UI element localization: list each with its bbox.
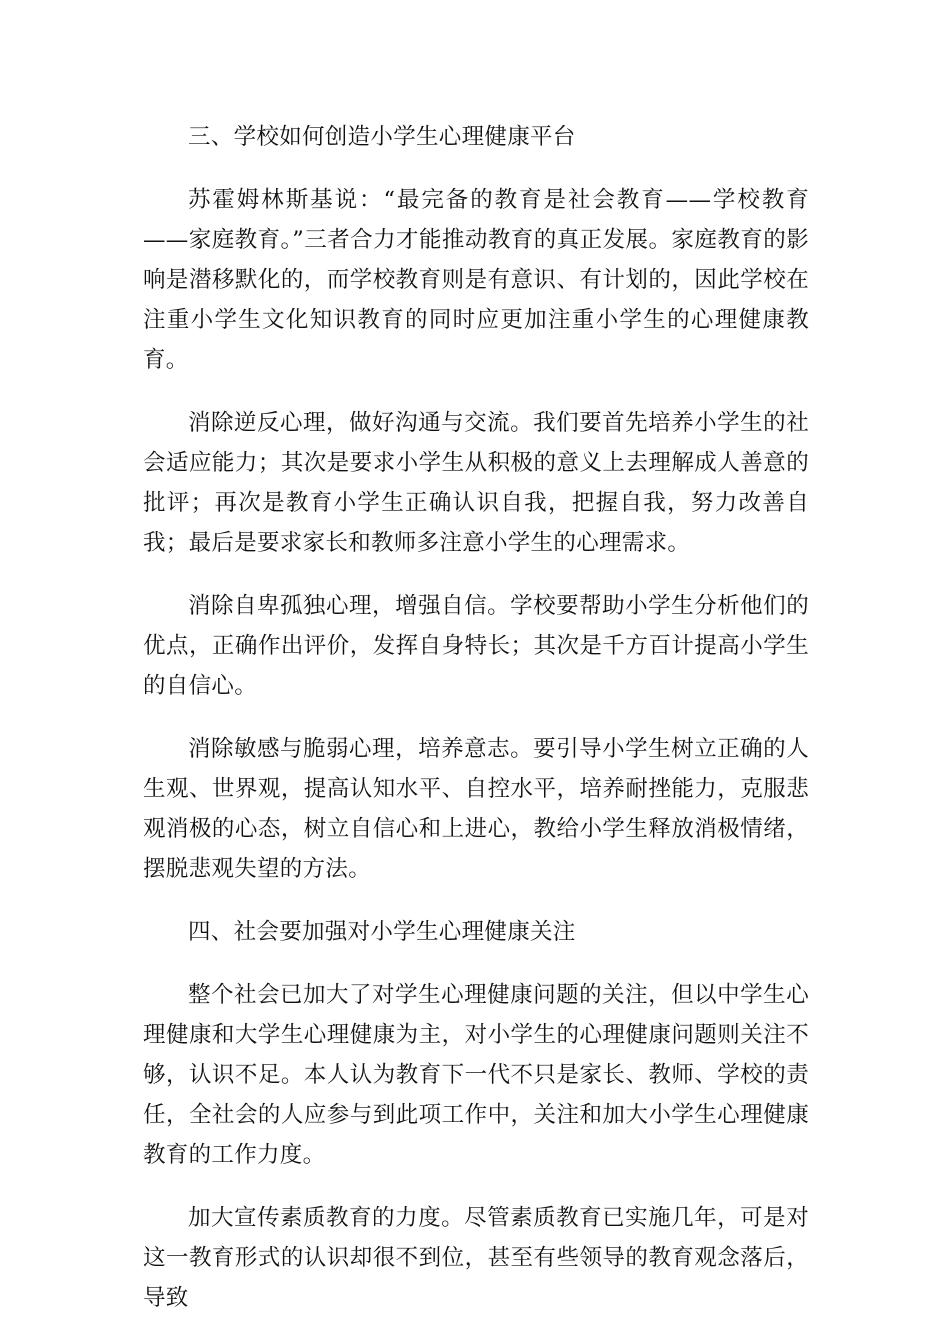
paragraph-eliminate-inferiority: 消除自卑孤独心理，增强自信。学校要帮助小学生分析他们的优点，正确作出评价，发挥自身特长；其次是千方百计提高小学生的自信心。 (143, 593, 809, 699)
paragraph-quality-education: 加大宣传素质教育的力度。尽管素质教育已实施几年，可是对这一教育形式的认识却很不到位，甚至有些领导的教育观念落后，导致 (143, 1205, 809, 1311)
document-body (143, 117, 809, 1341)
paragraph-quote-family-education: 苏霍姆林斯基说：“最完备的教育是社会教育——学校教育——家庭教育。”三者合力才能推动教育的真正发展。家庭教育的影响是潜移默化的，而学校教育则是有意识、有计划的，因此学校在注重小学生文化知识教育的同时应更加注重小学生的心理健康教育。 (143, 187, 809, 373)
section-heading-3: 三、学校如何创造小学生心理健康平台 (188, 124, 576, 150)
paragraph-eliminate-sensitivity: 消除敏感与脆弱心理，培养意志。要引导小学生树立正确的人生观、世界观，提高认知水平、自控水平，培养耐挫能力，克服悲观消极的心态，树立自信心和上进心，教给小学生释放消极情绪，摆脱悲观失望的方法。 (143, 736, 809, 882)
paragraph-society-attention: 整个社会已加大了对学生心理健康问题的关注，但以中学生心理健康和大学生心理健康为主，对小学生的心理健康问题则关注不够，认识不足。本人认为教育下一代不只是家长、教师、学校的责任，全社会的人应参与到此项工作中，关注和加大小学生心理健康教育的工作力度。 (143, 982, 809, 1168)
paragraph-eliminate-rebellion: 消除逆反心理，做好沟通与交流。我们要首先培养小学生的社会适应能力；其次是要求小学生从积极的意义上去理解成人善意的批评；再次是教育小学生正确认识自我，把握自我，努力改善自我；最后是要求家长和教师多注意小学生的心理需求。 (143, 410, 809, 556)
section-heading-4: 四、社会要加强对小学生心理健康关注 (188, 919, 576, 945)
